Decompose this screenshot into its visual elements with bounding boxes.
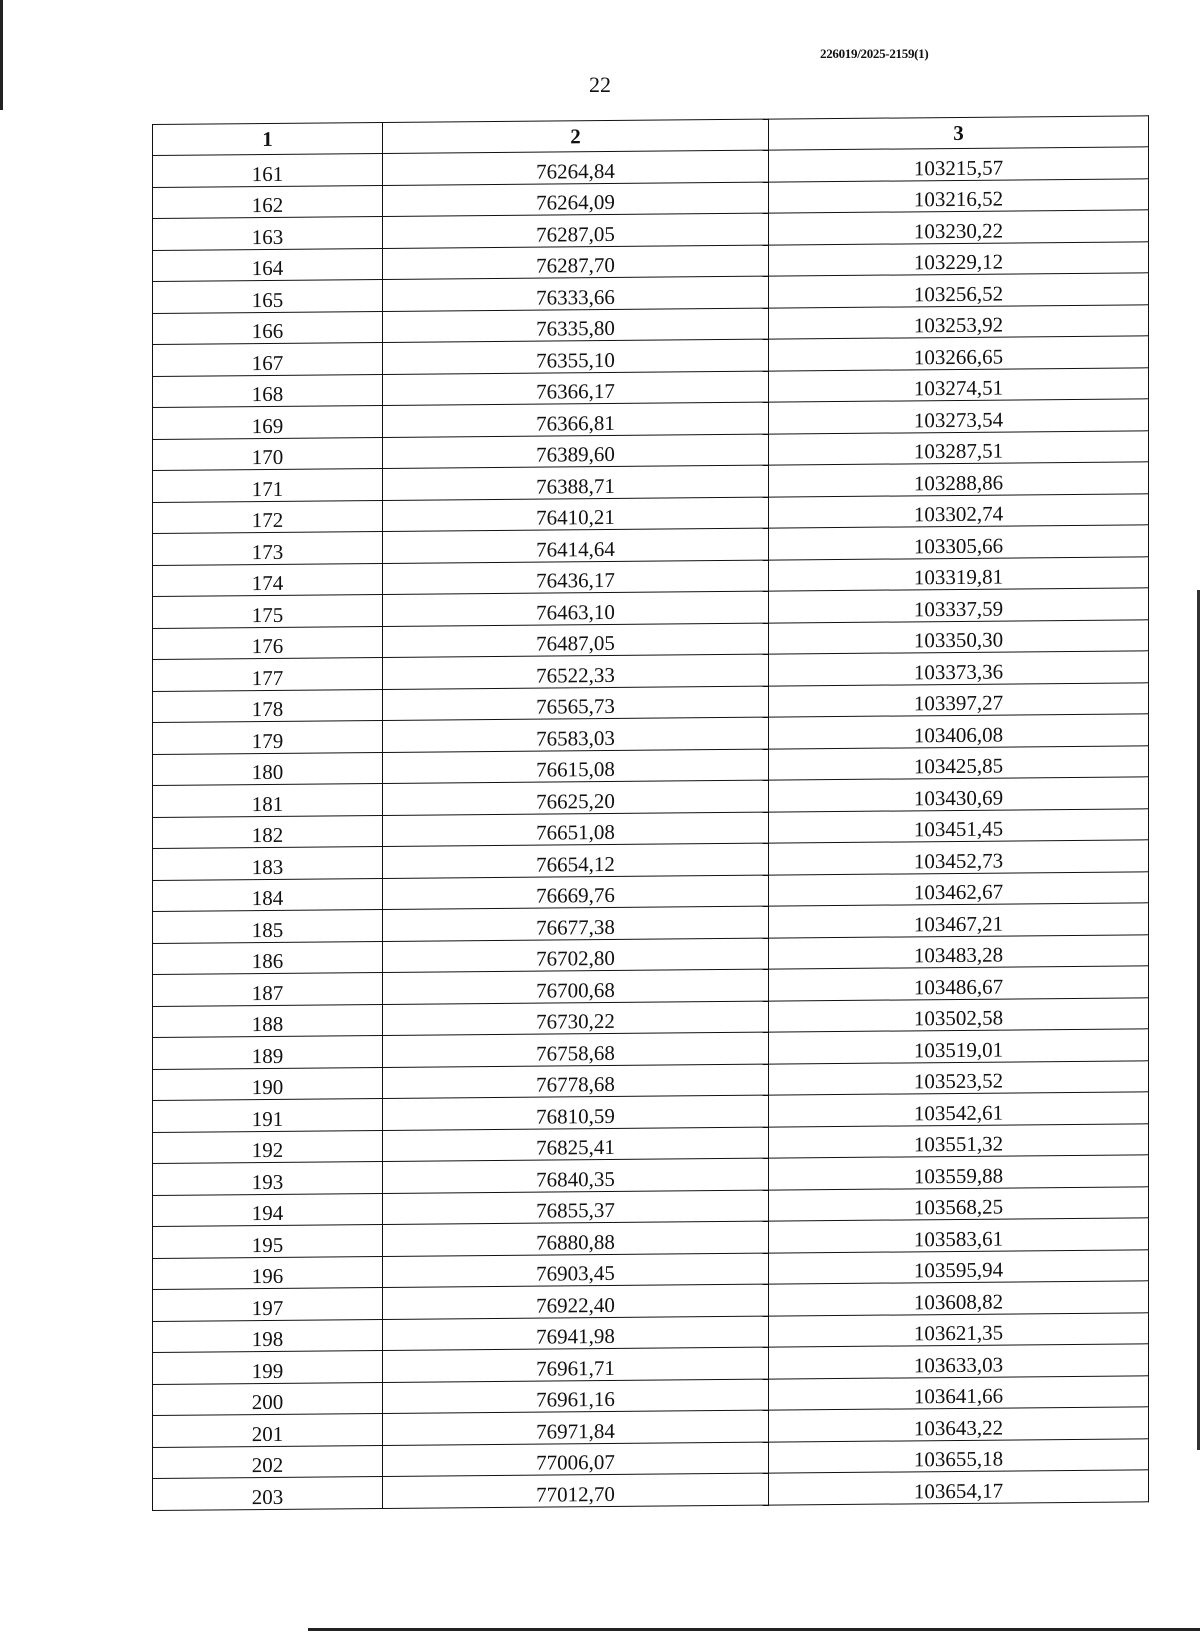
y-coordinate-cell: 103519,01 bbox=[769, 1029, 1149, 1064]
point-number-cell: 164 bbox=[153, 248, 383, 282]
x-coordinate-cell: 76583,03 bbox=[383, 717, 769, 752]
x-coordinate-cell: 76971,84 bbox=[383, 1410, 769, 1445]
x-coordinate-cell: 76961,71 bbox=[383, 1347, 769, 1382]
x-coordinate-cell: 76903,45 bbox=[383, 1253, 769, 1288]
x-coordinate-cell: 76825,41 bbox=[383, 1127, 769, 1162]
x-coordinate-cell: 76941,98 bbox=[383, 1316, 769, 1351]
y-coordinate-cell: 103397,27 bbox=[769, 682, 1149, 717]
y-coordinate-cell: 103608,82 bbox=[769, 1281, 1149, 1316]
y-coordinate-cell: 103633,03 bbox=[769, 1344, 1149, 1379]
point-number-cell: 194 bbox=[153, 1193, 383, 1227]
point-number-cell: 167 bbox=[153, 342, 383, 376]
y-coordinate-cell: 103654,17 bbox=[769, 1470, 1149, 1505]
y-coordinate-cell: 103406,08 bbox=[769, 714, 1149, 749]
y-coordinate-cell: 103462,67 bbox=[769, 871, 1149, 906]
x-coordinate-cell: 77012,70 bbox=[383, 1473, 769, 1508]
x-coordinate-cell: 76654,12 bbox=[383, 843, 769, 878]
x-coordinate-cell: 76366,81 bbox=[383, 402, 769, 437]
y-coordinate-cell: 103337,59 bbox=[769, 588, 1149, 623]
x-coordinate-cell: 76702,80 bbox=[383, 938, 769, 973]
point-number-cell: 163 bbox=[153, 216, 383, 250]
x-coordinate-cell: 76651,08 bbox=[383, 812, 769, 847]
point-number-cell: 197 bbox=[153, 1287, 383, 1321]
x-coordinate-cell: 76880,88 bbox=[383, 1221, 769, 1256]
point-number-cell: 168 bbox=[153, 374, 383, 408]
point-number-cell: 185 bbox=[153, 909, 383, 943]
x-coordinate-cell: 76487,05 bbox=[383, 623, 769, 658]
y-coordinate-cell: 103655,18 bbox=[769, 1438, 1149, 1473]
x-coordinate-cell: 76855,37 bbox=[383, 1190, 769, 1225]
point-number-cell: 178 bbox=[153, 689, 383, 723]
point-number-cell: 184 bbox=[153, 878, 383, 912]
x-coordinate-cell: 76522,33 bbox=[383, 654, 769, 689]
y-coordinate-cell: 103373,36 bbox=[769, 651, 1149, 686]
y-coordinate-cell: 103287,51 bbox=[769, 430, 1149, 465]
y-coordinate-cell: 103483,28 bbox=[769, 934, 1149, 969]
point-number-cell: 177 bbox=[153, 657, 383, 691]
point-number-cell: 203 bbox=[153, 1476, 383, 1510]
point-number-cell: 173 bbox=[153, 531, 383, 565]
y-coordinate-cell: 103641,66 bbox=[769, 1375, 1149, 1410]
x-coordinate-cell: 77006,07 bbox=[383, 1442, 769, 1477]
y-coordinate-cell: 103274,51 bbox=[769, 367, 1149, 402]
scan-bottom-edge bbox=[308, 1628, 1200, 1631]
point-number-cell: 171 bbox=[153, 468, 383, 502]
y-coordinate-cell: 103230,22 bbox=[769, 210, 1149, 245]
coordinates-table bbox=[152, 115, 1149, 1510]
point-number-cell: 162 bbox=[153, 185, 383, 219]
y-coordinate-cell: 103319,81 bbox=[769, 556, 1149, 591]
point-number-cell: 187 bbox=[153, 972, 383, 1006]
point-number-cell: 166 bbox=[153, 311, 383, 345]
point-number-cell: 201 bbox=[153, 1413, 383, 1447]
y-coordinate-cell: 103256,52 bbox=[769, 273, 1149, 308]
y-coordinate-cell: 103523,52 bbox=[769, 1060, 1149, 1095]
x-coordinate-cell: 76961,16 bbox=[383, 1379, 769, 1414]
y-coordinate-cell: 103216,52 bbox=[769, 178, 1149, 213]
point-number-cell: 198 bbox=[153, 1319, 383, 1353]
point-number-cell: 195 bbox=[153, 1224, 383, 1258]
y-coordinate-cell: 103452,73 bbox=[769, 840, 1149, 875]
point-number-cell: 200 bbox=[153, 1382, 383, 1416]
x-coordinate-cell: 76264,09 bbox=[383, 182, 769, 217]
point-number-cell: 174 bbox=[153, 563, 383, 597]
y-coordinate-cell: 103215,57 bbox=[769, 147, 1149, 182]
y-coordinate-cell: 103559,88 bbox=[769, 1155, 1149, 1190]
point-number-cell: 191 bbox=[153, 1098, 383, 1132]
point-number-cell: 186 bbox=[153, 941, 383, 975]
scan-edge-left bbox=[0, 0, 3, 110]
x-coordinate-cell: 76414,64 bbox=[383, 528, 769, 563]
y-coordinate-cell: 103350,30 bbox=[769, 619, 1149, 654]
y-coordinate-cell: 103430,69 bbox=[769, 777, 1149, 812]
point-number-cell: 190 bbox=[153, 1067, 383, 1101]
x-coordinate-cell: 76287,05 bbox=[383, 213, 769, 248]
point-number-cell: 183 bbox=[153, 846, 383, 880]
y-coordinate-cell: 103253,92 bbox=[769, 304, 1149, 339]
x-coordinate-cell: 76615,08 bbox=[383, 749, 769, 784]
y-coordinate-cell: 103302,74 bbox=[769, 493, 1149, 528]
y-coordinate-cell: 103273,54 bbox=[769, 399, 1149, 434]
y-coordinate-cell: 103502,58 bbox=[769, 997, 1149, 1032]
y-coordinate-cell: 103551,32 bbox=[769, 1123, 1149, 1158]
point-number-cell: 181 bbox=[153, 783, 383, 817]
point-number-cell: 193 bbox=[153, 1161, 383, 1195]
x-coordinate-cell: 76758,68 bbox=[383, 1032, 769, 1067]
y-coordinate-cell: 103305,66 bbox=[769, 525, 1149, 560]
x-coordinate-cell: 76335,80 bbox=[383, 308, 769, 343]
table-body bbox=[153, 147, 1149, 1510]
point-number-cell: 179 bbox=[153, 720, 383, 754]
x-coordinate-cell: 76778,68 bbox=[383, 1064, 769, 1099]
page-number: 22 bbox=[589, 72, 611, 97]
x-coordinate-cell: 76333,66 bbox=[383, 276, 769, 311]
x-coordinate-cell: 76388,71 bbox=[383, 465, 769, 500]
x-coordinate-cell: 76463,10 bbox=[383, 591, 769, 626]
point-number-cell: 199 bbox=[153, 1350, 383, 1384]
y-coordinate-cell: 103467,21 bbox=[769, 903, 1149, 938]
column-header-3: 3 bbox=[769, 116, 1149, 150]
x-coordinate-cell: 76922,40 bbox=[383, 1284, 769, 1319]
y-coordinate-cell: 103288,86 bbox=[769, 462, 1149, 497]
point-number-cell: 165 bbox=[153, 279, 383, 313]
x-coordinate-cell: 76625,20 bbox=[383, 780, 769, 815]
column-header-2: 2 bbox=[383, 119, 769, 153]
x-coordinate-cell: 76264,84 bbox=[383, 150, 769, 185]
y-coordinate-cell: 103595,94 bbox=[769, 1249, 1149, 1284]
x-coordinate-cell: 76436,17 bbox=[383, 560, 769, 595]
y-coordinate-cell: 103486,67 bbox=[769, 966, 1149, 1001]
x-coordinate-cell: 76669,76 bbox=[383, 875, 769, 910]
point-number-cell: 189 bbox=[153, 1035, 383, 1069]
x-coordinate-cell: 76410,21 bbox=[383, 497, 769, 532]
point-number-cell: 192 bbox=[153, 1130, 383, 1164]
y-coordinate-cell: 103568,25 bbox=[769, 1186, 1149, 1221]
point-number-cell: 182 bbox=[153, 815, 383, 849]
x-coordinate-cell: 76287,70 bbox=[383, 245, 769, 280]
x-coordinate-cell: 76810,59 bbox=[383, 1095, 769, 1130]
x-coordinate-cell: 76389,60 bbox=[383, 434, 769, 469]
y-coordinate-cell: 103621,35 bbox=[769, 1312, 1149, 1347]
point-number-cell: 180 bbox=[153, 752, 383, 786]
point-number-cell: 188 bbox=[153, 1004, 383, 1038]
point-number-cell: 170 bbox=[153, 437, 383, 471]
y-coordinate-cell: 103229,12 bbox=[769, 241, 1149, 276]
x-coordinate-cell: 76355,10 bbox=[383, 339, 769, 374]
y-coordinate-cell: 103542,61 bbox=[769, 1092, 1149, 1127]
document-number: 226019/2025-2159(1) bbox=[820, 46, 929, 61]
x-coordinate-cell: 76366,17 bbox=[383, 371, 769, 406]
point-number-cell: 202 bbox=[153, 1445, 383, 1479]
point-number-cell: 169 bbox=[153, 405, 383, 439]
y-coordinate-cell: 103583,61 bbox=[769, 1218, 1149, 1253]
point-number-cell: 161 bbox=[153, 153, 383, 187]
x-coordinate-cell: 76840,35 bbox=[383, 1158, 769, 1193]
point-number-cell: 175 bbox=[153, 594, 383, 628]
x-coordinate-cell: 76700,68 bbox=[383, 969, 769, 1004]
x-coordinate-cell: 76565,73 bbox=[383, 686, 769, 721]
y-coordinate-cell: 103643,22 bbox=[769, 1407, 1149, 1442]
point-number-cell: 172 bbox=[153, 500, 383, 534]
x-coordinate-cell: 76730,22 bbox=[383, 1001, 769, 1036]
column-header-1: 1 bbox=[153, 122, 383, 155]
y-coordinate-cell: 103451,45 bbox=[769, 808, 1149, 843]
x-coordinate-cell: 76677,38 bbox=[383, 906, 769, 941]
point-number-cell: 196 bbox=[153, 1256, 383, 1290]
point-number-cell: 176 bbox=[153, 626, 383, 660]
y-coordinate-cell: 103266,65 bbox=[769, 336, 1149, 371]
y-coordinate-cell: 103425,85 bbox=[769, 745, 1149, 780]
